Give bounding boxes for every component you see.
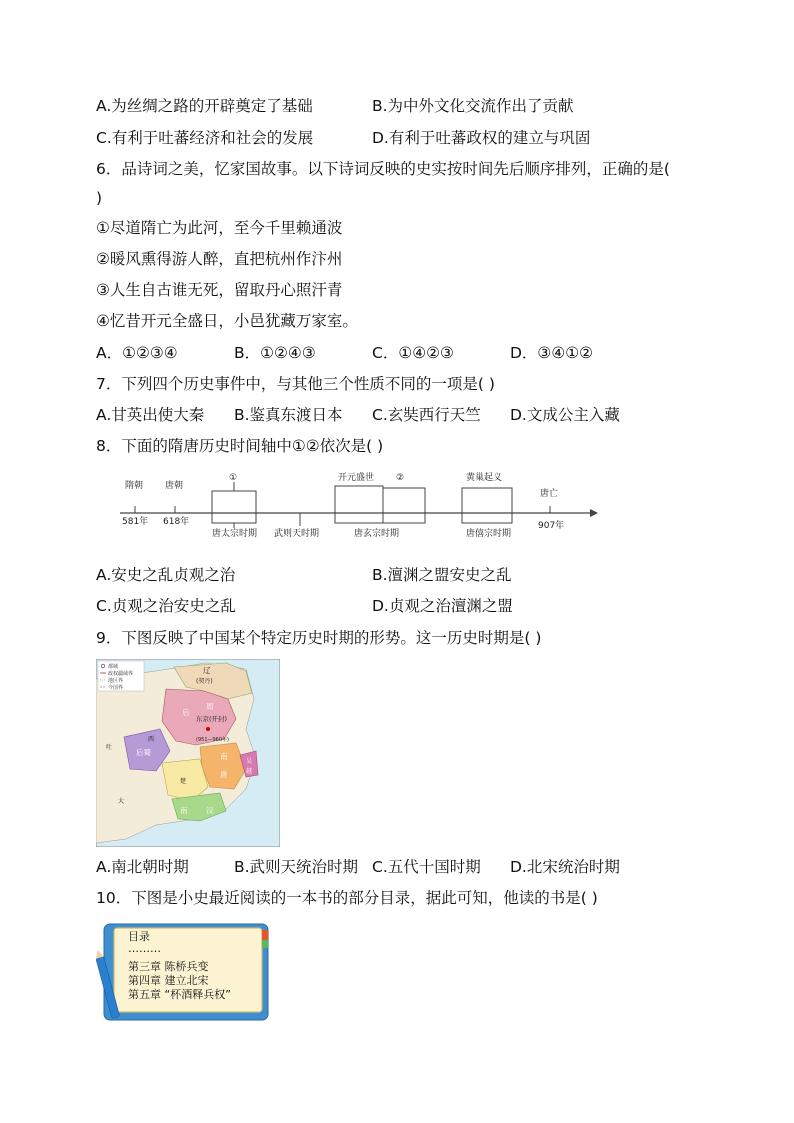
five-dynasties-map-figure — [96, 659, 280, 847]
q9-option-d: D.北宋统治时期 — [510, 858, 620, 876]
book-chapter-4: 第四章 建立北宋 — [128, 974, 209, 987]
legend-region-border: 地区界 — [108, 678, 124, 684]
q8-option-a: A.安史之乱贞观之治 — [96, 566, 236, 584]
map-label-nanhan-1: 南 — [180, 806, 188, 815]
q5-option-a: A.为丝绸之路的开辟奠定了基础 — [96, 97, 313, 115]
q8-option-c: C.贞观之治安史之乱 — [96, 597, 236, 615]
map-label-liao: 辽 — [203, 666, 211, 675]
q9-option-b: B.武则天统治时期 — [234, 858, 359, 876]
tang-end-year: 907年 — [538, 521, 565, 531]
q6-option-b: B．①②④③ — [234, 344, 316, 362]
map-label-da: 大 — [118, 798, 125, 805]
map-label-houzhou-1: 后 — [182, 708, 190, 717]
legend-capital: 都城 — [108, 664, 119, 670]
map-label-nanhan-2: 汉 — [206, 806, 214, 815]
map-label-xi: 西 — [148, 736, 155, 743]
wuzetian-period: 武则天时期 — [274, 529, 320, 539]
q5-option-c: C.有利于吐蕃经济和社会的发展 — [96, 129, 314, 147]
q6-poem-3: ③人生自古谁无死，留取丹心照汗青 — [96, 281, 343, 299]
sui-year: 581年 — [122, 517, 149, 527]
q5-option-d: D.有利于吐蕃政权的建立与巩固 — [372, 129, 591, 147]
q6-poem-2: ②暖风熏得游人醉，直把杭州作汴州 — [96, 250, 343, 268]
map-label-wuyue-2: 越 — [246, 768, 253, 775]
tang-end-label: 唐亡 — [540, 489, 559, 499]
q6-stem: 6．品诗词之美，忆家国故事。以下诗词反映的史实按时间先后顺序排列，正确的是( — [96, 160, 670, 178]
mark-1: ① — [229, 473, 238, 483]
q5-option-b: B.为中外文化交流作出了贡献 — [372, 97, 574, 115]
q7-stem: 7．下列四个历史事件中，与其他三个性质不同的一项是( ) — [96, 375, 495, 393]
q10-stem: 10．下图是小史最近阅读的一本书的部分目录，据此可知，他读的书是( ) — [96, 889, 598, 907]
q9-stem: 9．下图反映了中国某个特定历史时期的形势。这一历史时期是( ) — [96, 629, 542, 647]
map-label-tu: 吐 — [106, 744, 113, 751]
q7-option-b: B.鉴真东渡日本 — [234, 406, 343, 424]
map-label-wuyue-1: 吴 — [246, 758, 253, 765]
book-title: 目录 — [128, 930, 150, 943]
book-dots: ……… — [128, 942, 161, 955]
sui-tang-timeline-figure — [110, 466, 600, 556]
map-label-chu: 楚 — [180, 778, 187, 785]
q9-option-c: C.五代十国时期 — [372, 858, 481, 876]
q6-option-c: C．①④②③ — [372, 344, 454, 362]
timeline-arrow — [590, 509, 598, 517]
legend-modern-border: 今国界 — [108, 685, 124, 691]
xuanzong-period: 唐玄宗时期 — [354, 529, 400, 539]
q6-option-d: D．③④①② — [510, 344, 594, 362]
q7-option-d: D.文成公主入藏 — [510, 406, 620, 424]
tang-year: 618年 — [163, 517, 190, 527]
map-label-houshu: 后蜀 — [136, 748, 151, 757]
map-label-nantang-1: 南 — [220, 752, 228, 761]
book-chapter-5: 第五章 “杯酒释兵权” — [128, 988, 231, 1001]
q8-stem: 8．下面的隋唐历史时间轴中①②依次是( ) — [96, 437, 384, 455]
mark-2: ② — [396, 473, 405, 483]
map-label-houzhou-2: 周 — [206, 702, 214, 711]
q6-poem-4: ④忆昔开元全盛日，小邑犹藏万家室。 — [96, 312, 358, 330]
q6-option-a: A．①②③④ — [96, 344, 178, 362]
q7-option-c: C.玄奘西行天竺 — [372, 406, 481, 424]
q8-option-b: B.澶渊之盟安史之乱 — [372, 566, 512, 584]
taizong-period: 唐太宗时期 — [212, 529, 258, 539]
kaiyuan-label: 开元盛世 — [338, 473, 375, 483]
q9-option-a: A.南北朝时期 — [96, 858, 189, 876]
q8-option-d: D.贞观之治澶渊之盟 — [372, 597, 513, 615]
xizong-period: 唐僖宗时期 — [466, 529, 512, 539]
q6-stem-end: ) — [96, 189, 103, 207]
map-label-years: (951—960年) — [196, 737, 229, 743]
tang-label: 唐朝 — [165, 481, 184, 491]
sui-label: 隋朝 — [125, 481, 144, 491]
bookmark-red — [262, 930, 268, 940]
book-contents-figure — [96, 918, 280, 1026]
q7-option-a: A.甘英出使大秦 — [96, 406, 205, 424]
legend-regime-border: 政权疆域界 — [108, 671, 134, 677]
bookmark-green — [262, 940, 268, 948]
map-label-qidan: (契丹) — [196, 678, 213, 685]
book-chapter-3: 第三章 陈桥兵变 — [128, 960, 209, 973]
map-label-nantang-2: 唐 — [220, 770, 228, 779]
capital-dot — [206, 727, 210, 731]
q6-poem-1: ①尽道隋亡为此河，至今千里赖通波 — [96, 219, 343, 237]
huangchao-label: 黄巢起义 — [466, 473, 503, 483]
map-label-dongjing: 东京(开封) — [196, 715, 228, 723]
